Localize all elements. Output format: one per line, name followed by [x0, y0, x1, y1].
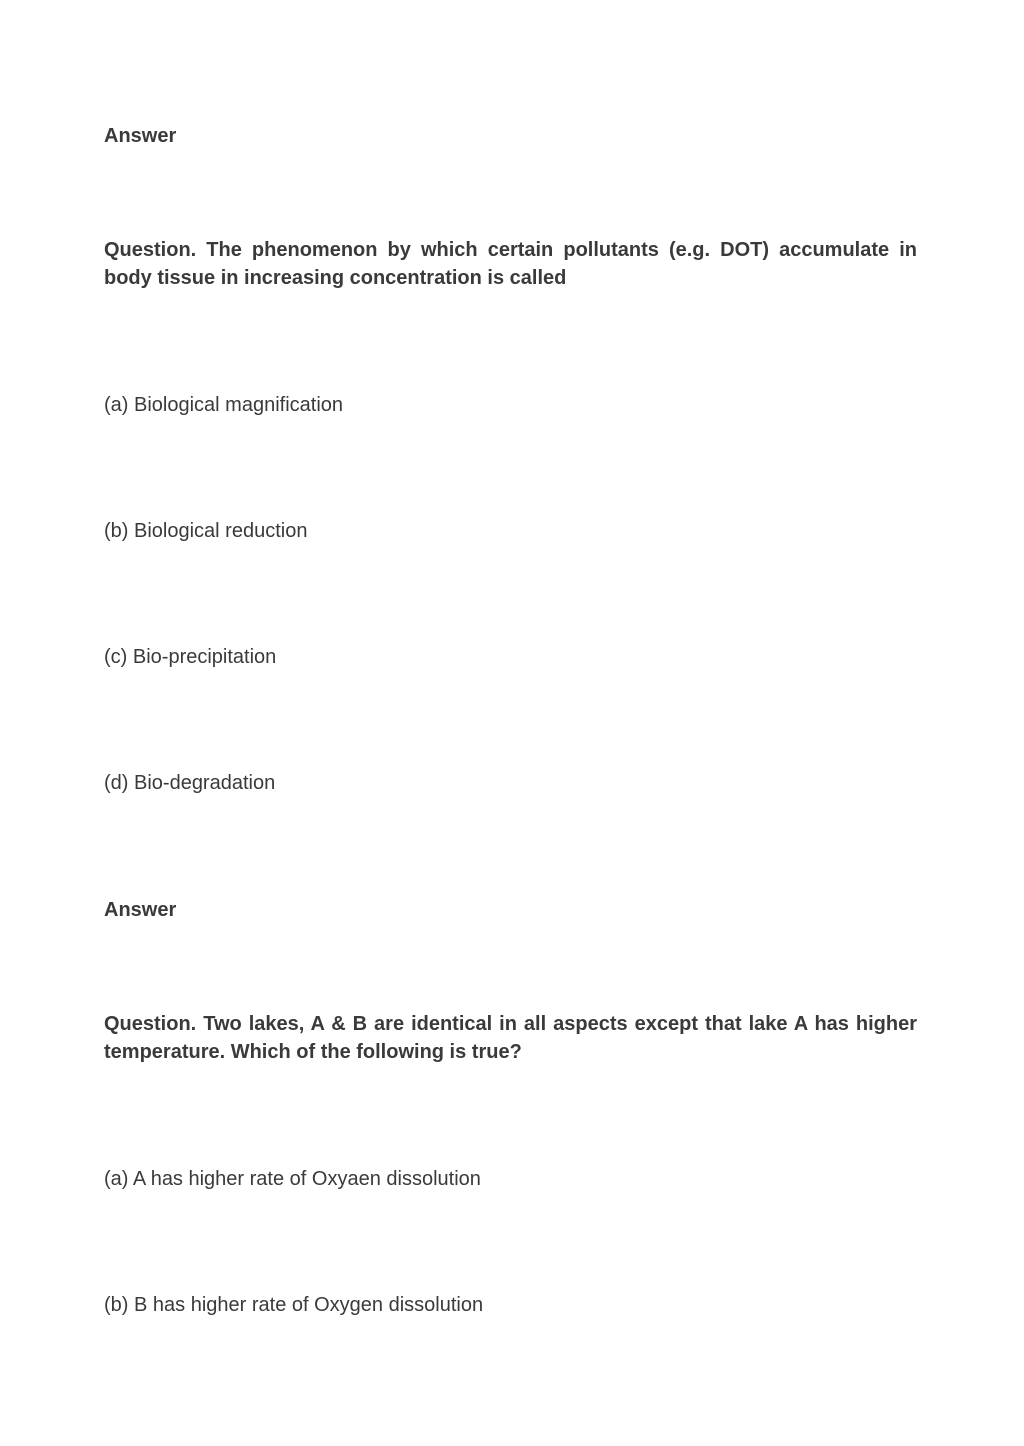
- option-b: (b) Biological reduction: [104, 520, 308, 542]
- question-text: Question. The phenomenon by which certain pollutants (e.g. DOT) accumulate in body tissue in increasing concentration is called: [104, 239, 917, 289]
- option-b: (b) B has higher rate of Oxygen dissolution: [104, 1294, 484, 1316]
- option-c: (c) Bio-precipitation: [104, 646, 277, 668]
- option-d: (d) Bio-degradation: [104, 772, 276, 794]
- option-a: (a) A has higher rate of Oxyaen dissolution: [104, 1168, 481, 1190]
- answer-heading: Answer: [104, 125, 177, 147]
- option-a: (a) Biological magnification: [104, 394, 344, 416]
- answer-heading: Answer: [104, 899, 177, 921]
- question-text: Question. Two lakes, A & B are identical in all aspects except that lake A has higher temperature. Which of the following is true?: [104, 1013, 917, 1063]
